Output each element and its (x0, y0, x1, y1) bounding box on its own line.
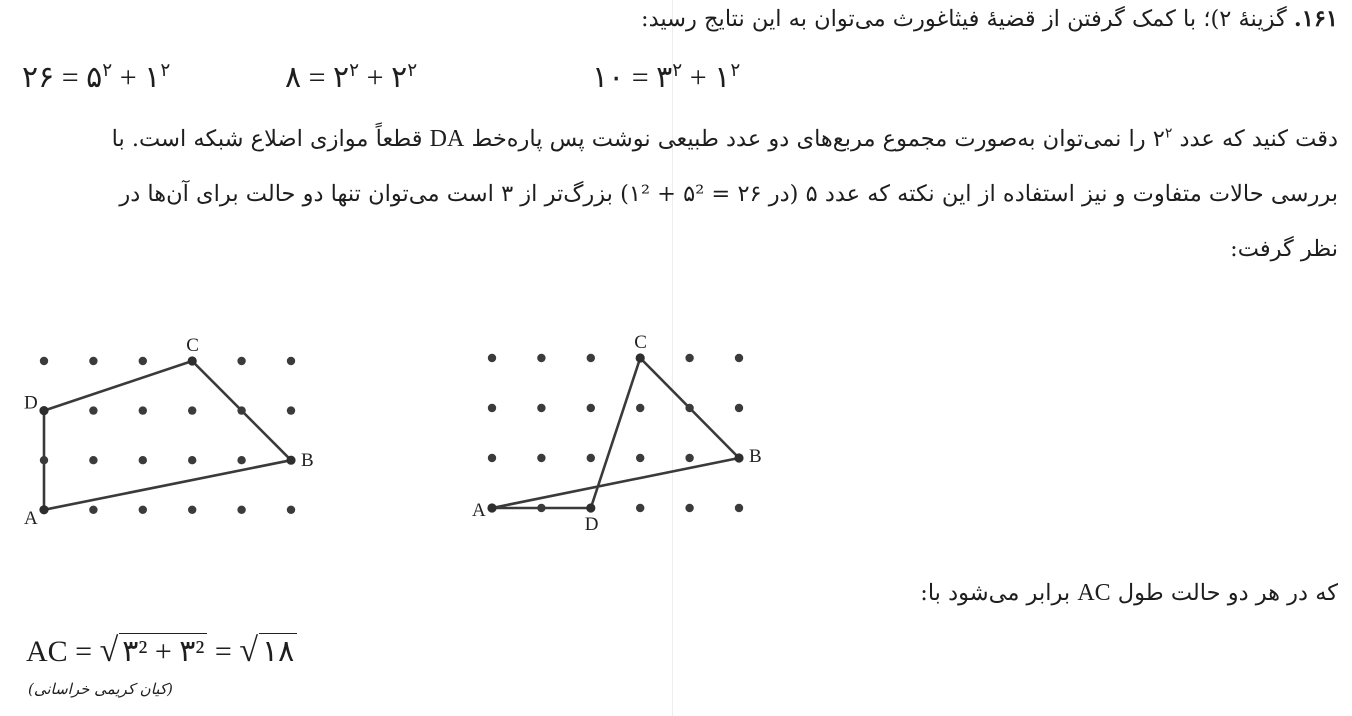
vertex-d (586, 503, 595, 512)
grid-dot (685, 454, 693, 462)
grid-dot (488, 354, 496, 362)
vertex-d (39, 406, 48, 415)
grid-dot (488, 404, 496, 412)
question-heading-text: گزینهٔ ۲)؛ با کمک گرفتن از قضیهٔ فیثاغورث می‌توان به این نتایج رسید: (640, 6, 1294, 32)
vertex-label-d: D (24, 392, 38, 414)
grid-dot (587, 404, 595, 412)
question-number: ۱۶۱. (1293, 6, 1338, 32)
grid-dot (735, 354, 743, 362)
grid-dot (636, 454, 644, 462)
vertex-label-b: B (749, 446, 762, 467)
grid-dot (735, 504, 743, 512)
grid-dot (188, 506, 196, 514)
grid-dot (287, 406, 295, 414)
grid-dot (89, 357, 97, 365)
quadrilateral-adcb (44, 361, 291, 510)
grid-dot (587, 354, 595, 362)
grid-dot (188, 406, 196, 414)
grid-dot (636, 504, 644, 512)
grid-dot (287, 357, 295, 365)
quadrilateral-adcb (492, 358, 739, 508)
equation-26: ۲۶ = $۵^۲$ + $۱^۲$ (22, 60, 171, 94)
equation-10: ۱۰ = $۳^۲$ + $۱^۲$ (592, 60, 741, 94)
grid-dot (188, 456, 196, 464)
grid-dot (139, 406, 147, 414)
grid-dot (488, 454, 496, 462)
vertex-b (286, 456, 295, 465)
vertex-label-b: B (301, 450, 314, 472)
grid-dot (636, 404, 644, 412)
vertex-label-d: D (584, 514, 599, 535)
grid-dot (89, 506, 97, 514)
radicand-1: ۳² + ۳² (119, 633, 207, 669)
grid-dot (287, 506, 295, 514)
vertex-label-c: C (186, 335, 199, 356)
grid-dot (537, 354, 545, 362)
figure-2 (472, 332, 762, 535)
grid-dot (735, 404, 743, 412)
ac-intro-line: که در هر دو حالت طول AC برابر می‌شود با: (920, 580, 1338, 606)
grid-dot (685, 504, 693, 512)
vertex-label-c: C (634, 332, 647, 353)
vertex-label-a: A (24, 507, 38, 529)
paragraph-line-3: نظر گرفت: (1230, 236, 1338, 262)
grid-dot (139, 456, 147, 464)
radicand-2: ۱۸ (259, 633, 297, 669)
paragraph-line-1: دقت کنید که عدد $۲^۲$ را نمی‌توان به‌صورت مجموع مربع‌های دو عدد طبیعی نوشت پس پاره‌خط DA قطعاً موازی اضلاع شبکه است. با (111, 125, 1338, 152)
grid-dot (139, 506, 147, 514)
vertex-c (188, 356, 197, 365)
segment-ac-label: AC (1077, 580, 1111, 606)
grid-dot (685, 354, 693, 362)
grid-dot (139, 357, 147, 365)
segment-da-label: DA (429, 126, 465, 152)
ac-formula: AC = √ ۳² + ۳² = √ ۱۸ (26, 632, 297, 670)
paragraph-line-2: بررسی حالات متفاوت و نیز استفاده از این نکته که عدد ۵ (در ۲۶ = ۵² + ۱²) بزرگ‌تر از ۳ است می‌توان تنها دو حالت برای آن‌ها در (119, 181, 1338, 207)
grid-dot (40, 357, 48, 365)
author-credit: (کیان کریمی خراسانی) (28, 680, 173, 698)
vertex-b (734, 453, 743, 462)
figure-1 (24, 335, 314, 529)
vertex-a (487, 503, 496, 512)
grid-dot (587, 454, 595, 462)
vertex-c (636, 353, 645, 362)
grid-dot (89, 406, 97, 414)
vertex-a (39, 505, 48, 514)
grid-dot (89, 456, 97, 464)
vertex-label-a: A (472, 500, 486, 521)
equation-8: ۸ = $۲^۲$ + $۲^۲$ (285, 60, 418, 94)
grid-dot (237, 456, 245, 464)
grid-dot (237, 357, 245, 365)
grid-dot (537, 454, 545, 462)
grid-dot (237, 506, 245, 514)
grid-dot (537, 404, 545, 412)
